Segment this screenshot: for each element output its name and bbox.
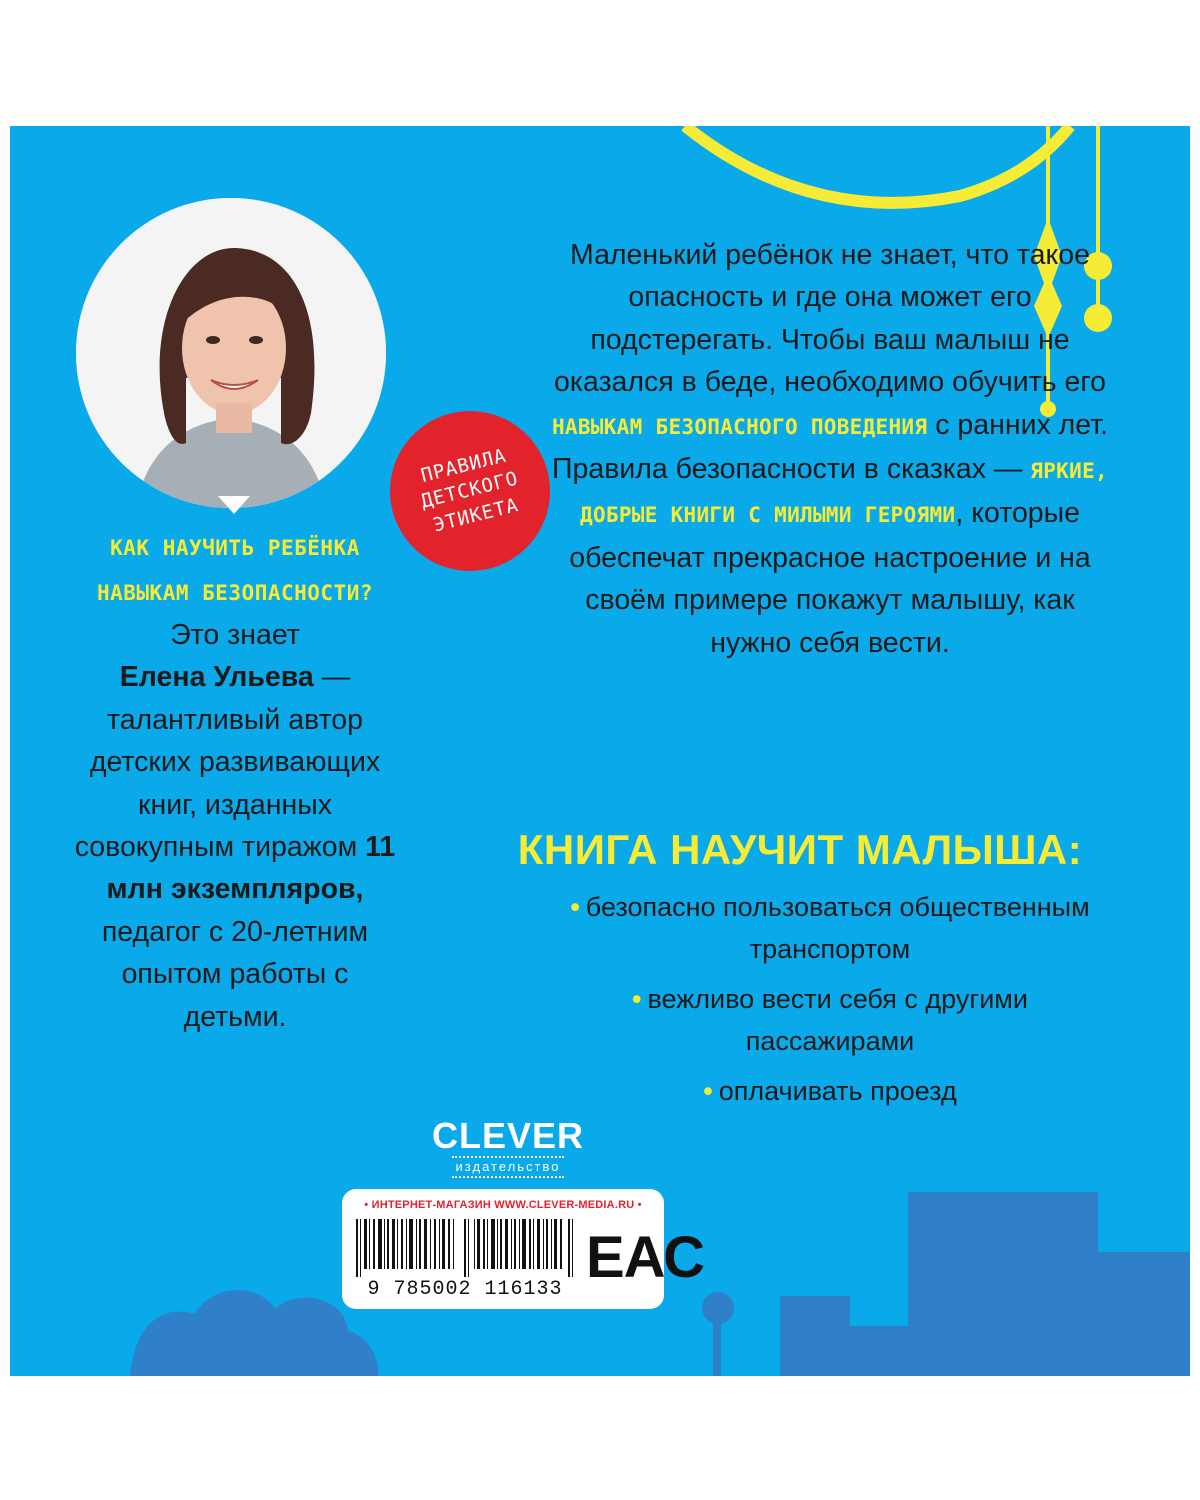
store-url: • ИНТЕРНЕТ-МАГАЗИН WWW.CLEVER-MEDIA.RU • — [364, 1199, 642, 1211]
publisher-subtitle: издательство — [452, 1156, 565, 1178]
benefit-text: вежливо вести себя с другими пассажирами — [647, 984, 1028, 1056]
circulation: 11 млн экземпляров, — [106, 831, 396, 906]
benefit-item — [550, 886, 1110, 970]
skyline-building — [850, 1326, 910, 1376]
author-photo — [76, 198, 386, 508]
description — [550, 234, 1110, 664]
bio-intro: Это знает — [170, 619, 300, 651]
publisher-name: CLEVER — [431, 1115, 585, 1156]
description-text: Маленький ребёнок не знает, что такое опасность и где она может его подстерегать. Чтобы ваш малыш не оказался в беде, необходимо обучить его — [554, 239, 1106, 399]
benefits-heading: КНИГА НАУЧИТ МАЛЫША: — [517, 826, 1083, 873]
photo-speech-tail — [218, 496, 250, 514]
bullet-icon: • — [632, 984, 642, 1014]
author-question-line: КАК НАУЧИТЬ РЕБЁНКА — [110, 536, 360, 560]
skyline-building — [908, 1192, 1098, 1376]
benefits-list — [550, 886, 1110, 1120]
skyline-tree-trunk — [713, 1316, 721, 1376]
benefit-text: оплачивать проезд — [718, 1076, 957, 1106]
publisher-logo — [428, 1116, 588, 1178]
skyline-building — [1098, 1252, 1190, 1376]
bullet-icon: • — [570, 892, 580, 922]
benefit-item — [550, 978, 1110, 1062]
eac-mark: ЕАС — [586, 1225, 705, 1290]
description-text: с ранних лет. Правила безопасности в сказках — — [552, 408, 1109, 486]
description-text: , которые обеспечат прекрасное настроение и на своём примере покажут малышу, как нужно себя вести. — [569, 497, 1091, 659]
description-highlight: ЯРКИЕ, ДОБРЫЕ КНИГИ С МИЛЫМИ ГЕРОЯМИ — [580, 459, 1108, 528]
skyline-bush — [130, 1290, 378, 1376]
rules-badge: ПРАВИЛА ДЕТСКОГО ЭТИКЕТА — [373, 394, 567, 588]
author-portrait-image — [76, 198, 386, 508]
author-question — [80, 526, 390, 616]
bullet-icon: • — [703, 1076, 713, 1106]
lamp-arc — [685, 126, 1070, 203]
benefit-item — [550, 1070, 1110, 1112]
barcode-icon — [356, 1219, 578, 1277]
author-name: Елена Ульева — [119, 661, 314, 694]
bio-text: — талантливый автор детских развивающих книг, изданных совокупным тиражом — [74, 661, 381, 864]
bio-text-end: педагог с 20-летним опытом работы с детьми. — [101, 915, 369, 1033]
benefit-text: безопасно пользоваться общественным транспортом — [585, 892, 1090, 964]
isbn-number: 9 785002 116133 — [367, 1278, 563, 1301]
author-question-line: НАВЫКАМ БЕЗОПАСНОСТИ? — [96, 581, 373, 605]
description-highlight: НАВЫКАМ БЕЗОПАСНОГО ПОВЕДЕНИЯ — [551, 414, 928, 439]
skyline-building — [780, 1296, 850, 1376]
barcode-card — [342, 1189, 705, 1309]
author-bio — [70, 614, 400, 1038]
